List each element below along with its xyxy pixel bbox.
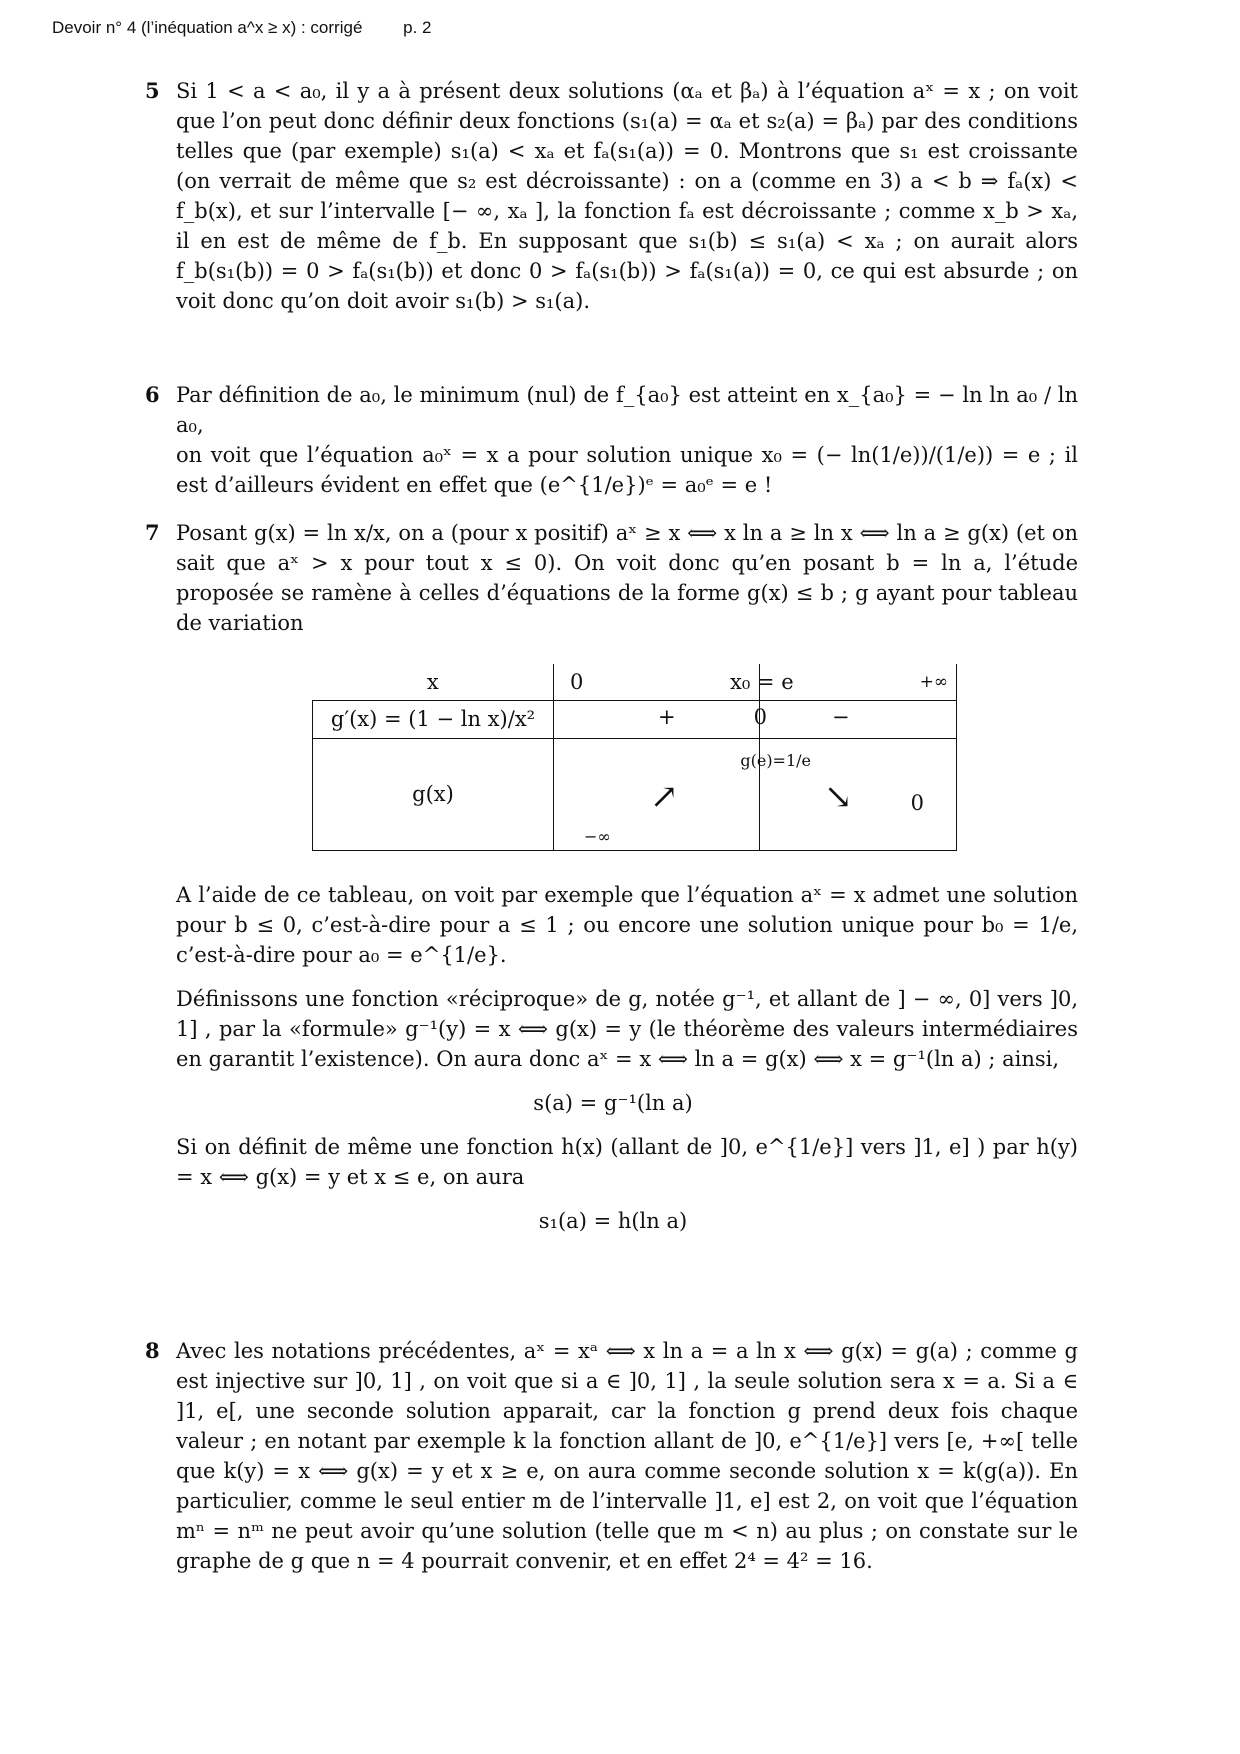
formula-s: s(a) = g⁻¹(ln a) (533, 1091, 693, 1115)
table-x-e: x₀ = e (730, 670, 794, 694)
derivative-plus: + (658, 704, 676, 729)
table-function-label: g(x) (313, 738, 554, 850)
derivative-minus: − (832, 704, 850, 729)
table-function-left (554, 738, 811, 850)
section-6 (145, 380, 1078, 500)
g-max: g(e)=1/e (740, 750, 811, 770)
table-derivative-right (760, 700, 957, 738)
section-text-1: Par définition de a₀, le minimum (nul) de f_{a₀} est atteint en x_{a₀} = − ln ln a₀ / ln a₀, (176, 383, 1078, 437)
section-number: 8 (145, 1338, 160, 1363)
page-number: p. 2 (403, 18, 432, 37)
increasing-arrow: ↗ (650, 776, 679, 817)
table-x-inf: +∞ (919, 672, 948, 692)
document-title: Devoir n° 4 (l’inéquation a^x ≥ x) : corrigé (52, 18, 363, 37)
paragraph-table-usage: A l’aide de ce tableau, on voit par exemple que l’équation aˣ = x admet une solution pour b ≤ 0, c’est-à-dire pour a ≤ 1 ; ou encore une solution unique pour b₀ = 1/e, c’est-à-dire pour a₀ = e^{1/e}. (176, 883, 1078, 967)
section-text: Avec les notations précédentes, aˣ = xᵃ ⟺ x ln a = a ln x ⟺ g(x) = g(a) ; comme g est injective sur ]0, 1] , on voit que si a ∈ ]0, 1] , la seule solution sera x = a. Si a ∈ ]1, e[, une seconde solution apparait, car la fonction g prend deux fois chaque valeur ; en notant par exemple k la fonction allant de ]0, e^{1/e}] vers [e, +∞[ telle que k(y) = x ⟺ g(x) = y et x ≥ e, on aura comme seconde solution x = k(g(a)). En particulier, comme le seul entier m de l’intervalle ]1, e] est 2, on voit que l’équation mⁿ = nᵐ ne peut avoir qu’une solution (telle que m < n) au plus ; on constate sur le graphe de g que n = 4 pourrait convenir, et en effet 2⁴ = 4² = 16. (176, 1339, 1078, 1573)
section-7-continued (148, 880, 1078, 1250)
paragraph-inverse-function: Définissons une fonction «réciproque» de g, notée g⁻¹, et allant de ] − ∞, 0] vers ]0, 1] , par la «formule» g⁻¹(y) = x ⟺ g(x) = y (le théorème des valeurs intermédiaires en garantit l’existence). On aura donc aˣ = x ⟺ ln a = g(x) ⟺ x = g⁻¹(ln a) ; ainsi, (176, 987, 1078, 1071)
section-text-2: on voit que l’équation a₀ˣ = x a pour solution unique x₀ = (− ln(1/e))/(1/e)) = e ; il est d’ailleurs évident en effet que (e^{1/e})ᵉ = a₀ᵉ = e ! (176, 443, 1078, 497)
table-x-values (730, 664, 957, 700)
paragraph-h-function: Si on définit de même une fonction h(x) (allant de ]0, e^{1/e}] vers ]1, e] ) par h(y) = x ⟺ g(x) = y et x ≤ e, on aura (176, 1135, 1078, 1189)
section-number: 6 (145, 382, 160, 407)
section-number: 7 (145, 520, 160, 545)
section-text: Posant g(x) = ln x/x, on a (pour x positif) aˣ ≥ x ⟺ x ln a ≥ ln x ⟺ ln a ≥ g(x) (et on sait que aˣ > x pour tout x ≤ 0). On voit donc qu’en posant b = ln a, l’étude proposée se ramène à celles d’équations de la forme g(x) ≤ b ; g ayant pour tableau de variation (176, 521, 1078, 635)
table-derivative-label: g′(x) = (1 − ln x)/x² (313, 700, 554, 738)
section-8 (145, 1336, 1078, 1576)
section-7 (145, 518, 1078, 638)
page-header (52, 18, 432, 38)
g-limit-zero: 0 (910, 790, 924, 815)
g-minus-infinity: −∞ (584, 826, 611, 846)
table-function-right (760, 738, 957, 850)
table-header-x: x (313, 664, 554, 700)
table-x-zero: 0 (554, 664, 760, 700)
table-derivative-left (554, 700, 767, 738)
formula-s1: s₁(a) = h(ln a) (538, 1209, 688, 1233)
section-text: Si 1 < a < a₀, il y a à présent deux solutions (αₐ et βₐ) à l’équation aˣ = x ; on voit que l’on peut donc définir deux fonctions (s₁(a) = αₐ et s₂(a) = βₐ) par des conditions telles que (par exemple) s₁(a) < xₐ et fₐ(s₁(a)) = 0. Montrons que s₁ est croissante (on verrait de même que s₂ est décroissante) : on a (comme en 3) a < b ⇒ fₐ(x) < f_b(x), et sur l’intervalle [− ∞, xₐ ], la fonction fₐ est décroissante ; comme x_b > xₐ, il en est de même de f_b. En supposant que s₁(b) ≤ s₁(a) < xₐ ; on aurait alors f_b(s₁(b)) = 0 > fₐ(s₁(b)) et donc 0 > fₐ(s₁(b)) > fₐ(s₁(a)) = 0, ce qui est absurde ; on voit donc qu’on doit avoir s₁(b) > s₁(a). (176, 79, 1078, 313)
section-5 (145, 76, 1078, 316)
section-number: 5 (145, 78, 160, 103)
derivative-zero: 0 (753, 704, 767, 729)
decreasing-arrow: ↘ (824, 776, 853, 817)
variation-table (312, 664, 957, 851)
